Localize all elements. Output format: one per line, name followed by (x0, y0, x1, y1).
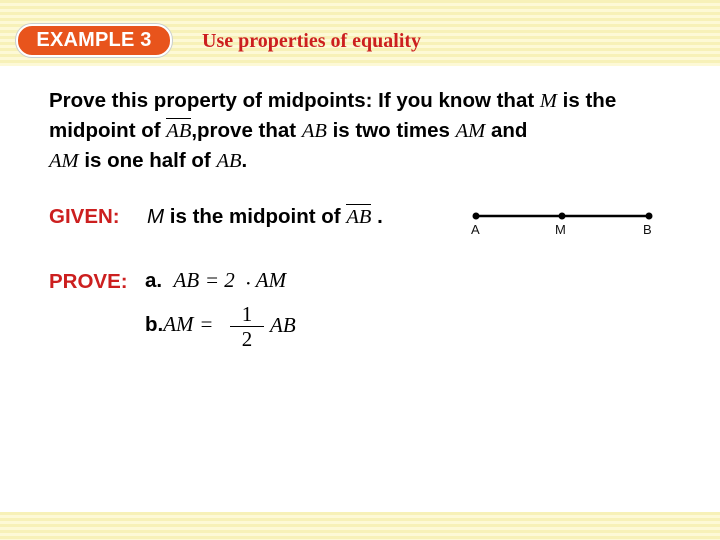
segment-ab: AB (166, 120, 192, 142)
part-b-equals: = (199, 312, 214, 336)
given-segment-ab: AB (346, 206, 372, 228)
length-ab-2: AB (216, 150, 242, 172)
problem-text-5: and (490, 119, 528, 142)
point-b-dot (646, 213, 653, 220)
fraction-numerator: 1 (241, 302, 253, 326)
part-b-rhs: AB (270, 313, 296, 337)
part-b-lhs: AM (163, 312, 194, 336)
point-m-label: M (555, 222, 566, 237)
slide-title: Use properties of equality (202, 30, 422, 52)
problem-text-3: ,prove that (191, 119, 297, 142)
segment-diagram (465, 205, 665, 237)
part-a-lhs: AB (173, 268, 200, 292)
footer-band (0, 512, 720, 540)
given-text: is the midpoint of (169, 205, 341, 228)
point-m: M (539, 90, 557, 112)
prove-part-a (145, 268, 286, 293)
example-badge: EXAMPLE 3 (16, 24, 172, 57)
fraction-denominator: 2 (241, 327, 253, 351)
given-statement (147, 205, 383, 229)
given-end: . (377, 205, 383, 228)
length-am: AM (455, 120, 486, 142)
problem-statement (49, 86, 689, 176)
problem-text-2: is the midpoint of (49, 89, 617, 142)
length-am-2: AM (49, 150, 79, 172)
part-a-rhs: AM (255, 268, 287, 292)
point-a-dot (473, 213, 480, 220)
given-label: GIVEN: (49, 205, 120, 228)
problem-text-6: is one half of (84, 149, 211, 172)
problem-text-7: . (241, 149, 248, 172)
prove-part-b (145, 312, 213, 337)
fraction-one-half (230, 303, 264, 350)
part-a-dot: • (246, 278, 251, 290)
problem-text-1: Prove this property of midpoints: If you know that (49, 89, 535, 112)
point-m-dot (559, 213, 566, 220)
given-point-m: M (147, 205, 165, 228)
point-b-label: B (643, 222, 652, 237)
length-ab: AB (301, 120, 327, 142)
prove-label: PROVE: (49, 270, 128, 293)
part-b-marker: b. (145, 313, 164, 336)
part-a-marker: a. (145, 269, 163, 292)
problem-text-4: is two times (332, 119, 450, 142)
part-a-equals: = 2 (204, 268, 235, 292)
point-a-label: A (471, 222, 480, 237)
